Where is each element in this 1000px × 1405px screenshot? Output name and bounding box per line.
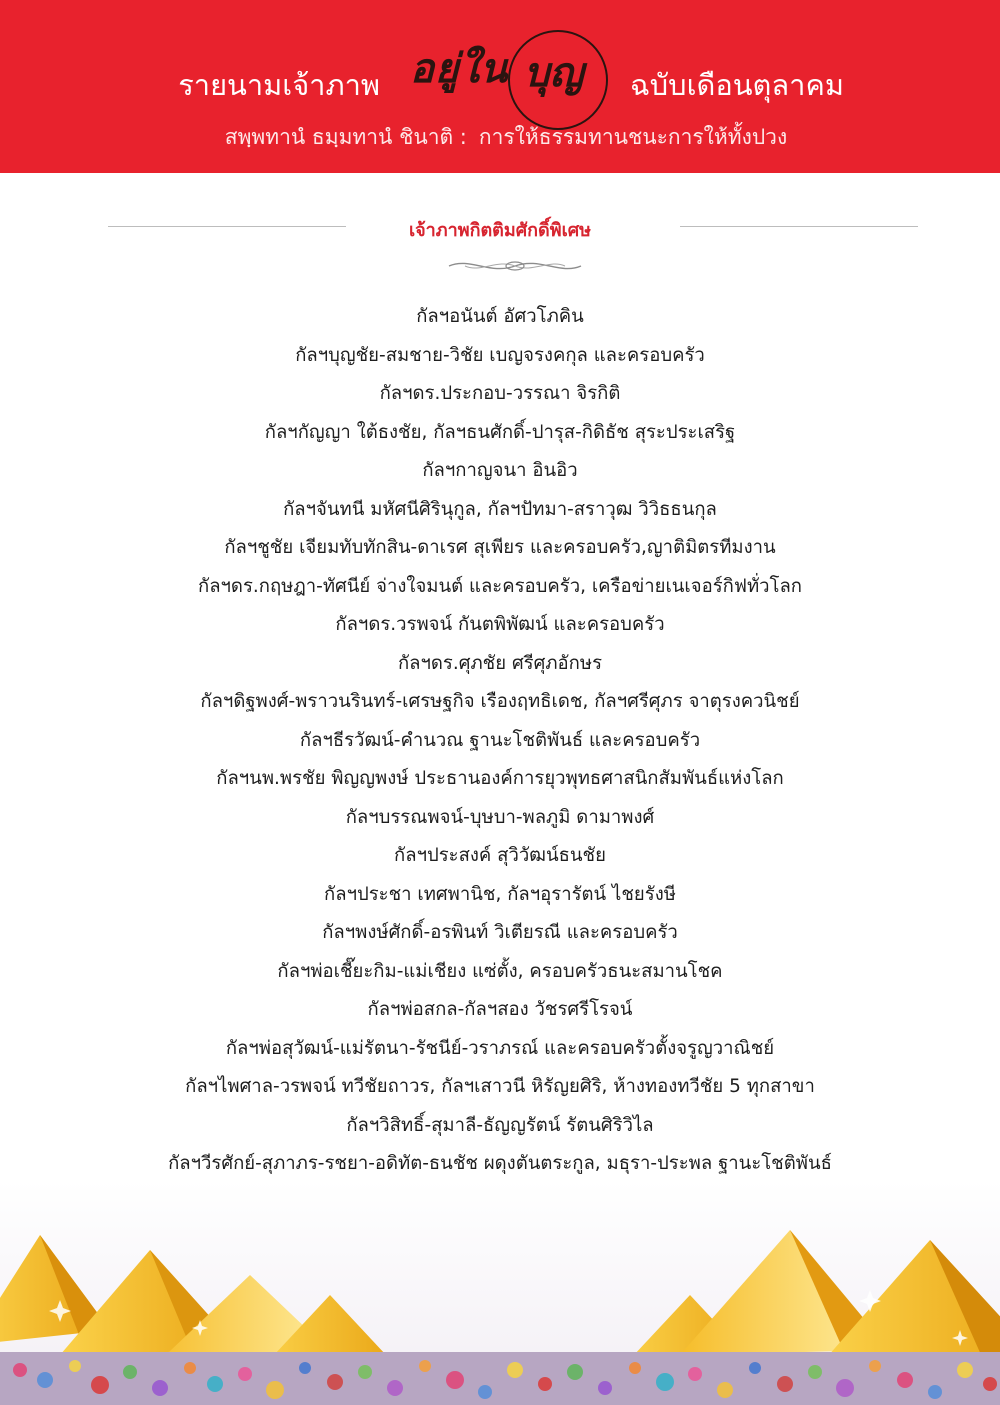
sponsor-name: กัลฯพ่อสกล-กัลฯสอง วัชรศรีโรจน์ bbox=[367, 999, 633, 1020]
sponsor-name: กัลฯดร.ศุภชัย ศรีศุภอักษร bbox=[397, 652, 603, 674]
golden-pyramids-decoration bbox=[0, 1180, 1000, 1405]
sponsor-name: กัลฯอนันต์ อัศวโภคิน bbox=[416, 306, 584, 327]
logo-word-1: อยู่ใน bbox=[410, 45, 509, 92]
ayunaiboon-logo bbox=[404, 22, 624, 122]
flourish-ornament-icon bbox=[445, 255, 585, 277]
sponsor-name: กัลฯดร.วรพจน์ กันตพิพัฒน์ และครอบครัว bbox=[335, 614, 665, 635]
sponsor-name: กัลฯวิสิทธิ์-สุมาลี-ธัญญรัตน์ รัตนศิริวิไล bbox=[346, 1114, 654, 1136]
sponsor-name: กัลฯพ่อเชี๊ยะกิม-แม่เชียง แซ่ตั้ง, ครอบครัวธนะสมานโชค bbox=[277, 960, 723, 982]
divider-right bbox=[680, 226, 918, 227]
sponsor-name: กัลฯดิฐพงศ์-พราวนรินทร์-เศรษฐกิจ เรืองฤทธิเดช, กัลฯศรีศุภร จาตุรงควนิชย์ bbox=[200, 691, 800, 712]
header-left-title: รายนามเจ้าภาพ bbox=[178, 68, 380, 102]
section-heading bbox=[0, 213, 1000, 243]
sponsor-name: กัลฯพ่อสุวัฒน์-แม่รัตนา-รัชนีย์-วราภรณ์ และครอบครัวตั้งจรูญวาณิชย์ bbox=[225, 1037, 775, 1059]
sponsor-name: กัลฯพงษ์ศักดิ์-อรพินท์ วิเตียรณี และครอบครัว bbox=[322, 922, 678, 943]
sponsor-name: กัลฯกัญญา ใต้ธงชัย, กัลฯธนศักดิ์-ปารุส-กิดิธัช สุระประเสริฐ bbox=[264, 421, 736, 443]
header-subtitle bbox=[0, 121, 1000, 154]
sponsor-name: กัลฯวีรศักย์-สุภาภร-รชยา-อดิทัต-ธนชัช ผดุงตันตระกูล, มธุรา-ประพล ฐานะโชติพันธ์ bbox=[168, 1153, 832, 1174]
header-right-title: ฉบับเดือนตุลาคม bbox=[630, 68, 844, 102]
sponsor-name: กัลฯดร.ประกอบ-วรรณา จิรกิติ bbox=[379, 383, 621, 404]
sponsor-name: กัลฯธีรวัฒน์-คำนวณ ฐานะโชติพันธ์ และครอบครัว bbox=[299, 729, 701, 751]
sponsor-name: กัลฯประชา เทศพานิช, กัลฯอุรารัตน์ ไชยรังษี bbox=[324, 883, 676, 905]
page-header bbox=[0, 0, 1000, 173]
logo-word-2: บุญ bbox=[524, 49, 584, 96]
subtitle-thai: การให้ธรรมทานชนะการให้ทั้งปวง bbox=[478, 125, 788, 149]
subtitle-pali: สพฺพทานํ ธมฺมทานํ ชินาติ : bbox=[224, 125, 467, 149]
sponsor-name: กัลฯบรรณพจน์-บุษบา-พลภูมิ ดามาพงศ์ bbox=[345, 806, 655, 828]
sponsor-name: กัลฯไพศาล-วรพจน์ ทวีชัยถาวร, กัลฯเสาวนี หิรัญยศิริ, ห้างทองทวีชัย 5 ทุกสาขา bbox=[185, 1076, 815, 1097]
sponsor-name: กัลฯกาญจนา อินอิว bbox=[422, 460, 578, 481]
sponsor-name: กัลฯจันทนี มหัศนีศิรินุกูล, กัลฯปัทมา-สราวุฒ วิวิธธนกุล bbox=[283, 498, 717, 520]
sponsor-name: กัลฯประสงค์ สุวิวัฒน์ธนชัย bbox=[394, 845, 606, 866]
sponsor-names-list bbox=[0, 298, 1000, 1184]
section-title: เจ้าภาพกิตติมศักดิ์พิเศษ bbox=[408, 220, 592, 241]
sponsor-name: กัลฯดร.กฤษฎา-ทัศนีย์ จ่างใจมนต์ และครอบครัว, เครือข่ายเนเจอร์กิฟทั่วโลก bbox=[198, 575, 802, 597]
sponsor-name: กัลฯบุญชัย-สมชาย-วิชัย เบญจรงคกุล และครอบครัว bbox=[295, 344, 705, 366]
sponsor-name: กัลฯนพ.พรชัย พิญญพงษ์ ประธานองค์การยุวพุทธศาสนิกสัมพันธ์แห่งโลก bbox=[216, 768, 784, 789]
sponsor-name: กัลฯชูชัย เจียมทับทักสิน-ดาเรศ สุเพียร และครอบครัว,ญาติมิตรทีมงาน bbox=[224, 537, 776, 558]
